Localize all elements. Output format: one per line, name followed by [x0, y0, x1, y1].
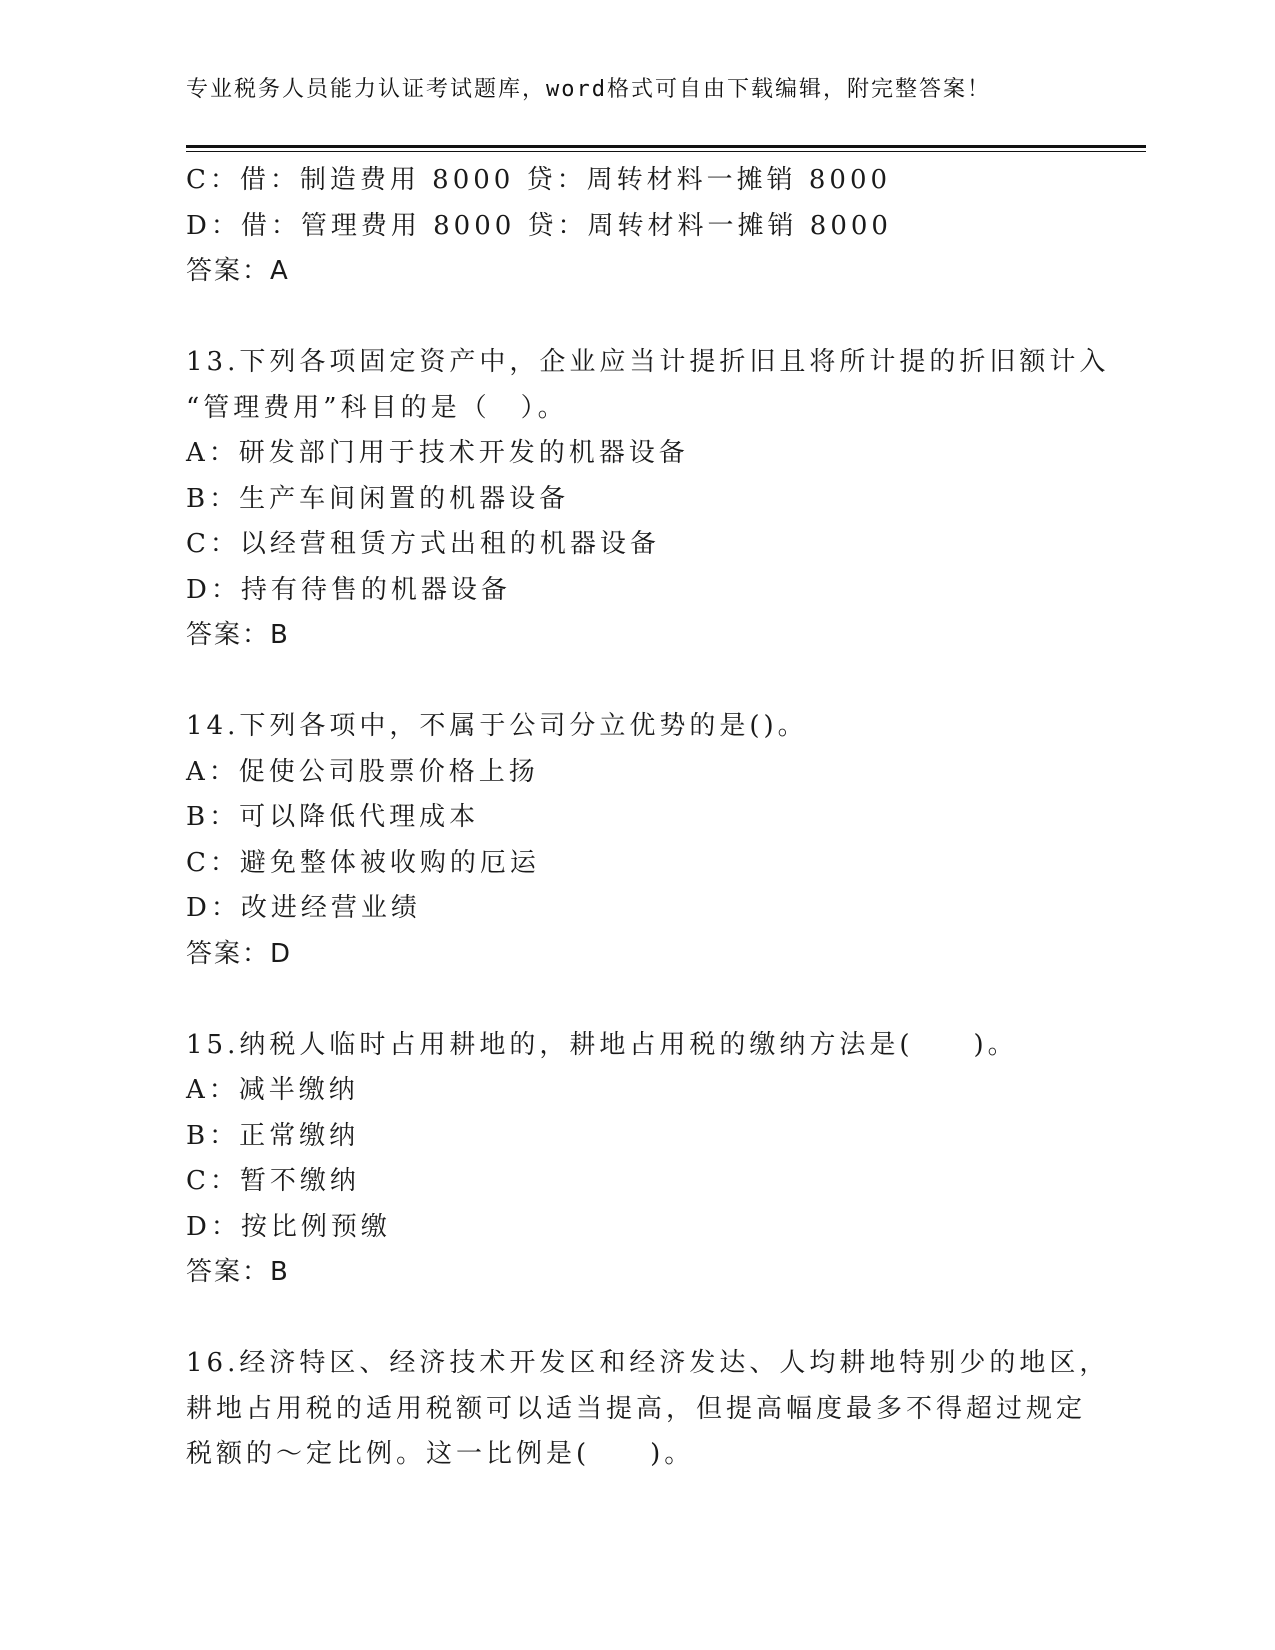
spacer	[186, 295, 1146, 341]
question-15-stem: 15.纳税人临时占用耕地的，耕地占用税的缴纳方法是( )。	[186, 1029, 1018, 1060]
spacer	[186, 977, 1146, 1023]
question-13-option-d: D：持有待售的机器设备	[186, 574, 511, 605]
question-13-stem-line-1: 13.下列各项固定资产中，企业应当计提折旧且将所计提的折旧额计入	[186, 347, 1110, 377]
option-c: C：借：制造费用 8000 贷：周转材料一摊销 8000	[186, 165, 892, 195]
question-14-option-b: B：可以降低代理成本	[186, 802, 480, 832]
spacer	[186, 1296, 1146, 1342]
page-header: 专业税务人员能力认证考试题库，word格式可自由下载编辑，附完整答案！	[186, 77, 991, 102]
question-13-stem-line-2: “管理费用”科目的是（ ）。	[186, 392, 568, 423]
question-14-option-c: C：避免整体被收购的厄运	[186, 847, 540, 878]
question-14-answer: 答案：D	[186, 938, 293, 969]
question-14-option-a: A：促使公司股票价格上扬	[186, 756, 539, 787]
question-13-option-c: C：以经营租赁方式出租的机器设备	[186, 529, 660, 559]
question-16-stem-line-2: 耕地占用税的适用税额可以适当提高，但提高幅度最多不得超过规定	[186, 1393, 1087, 1424]
question-13-option-b: B：生产车间闲置的机器设备	[186, 483, 570, 514]
question-14-stem: 14.下列各项中，不属于公司分立优势的是()。	[186, 711, 808, 741]
option-d: D：借：管理费用 8000 贷：周转材料一摊销 8000	[186, 210, 892, 241]
answer: 答案：A	[186, 256, 290, 286]
question-15-option-c: C：暂不缴纳	[186, 1166, 360, 1196]
question-content	[186, 158, 1146, 1478]
header-rule-thin	[186, 151, 1146, 152]
question-13-option-a: A：研发部门用于技术开发的机器设备	[186, 438, 689, 468]
spacer	[186, 659, 1146, 705]
question-15-answer: 答案：B	[186, 1257, 290, 1287]
question-15-option-d: D：按比例预缴	[186, 1211, 391, 1242]
header-rule-thick	[186, 145, 1146, 148]
question-16-stem-line-3: 税额的～定比例。这一比例是( )。	[186, 1439, 695, 1469]
question-14-option-d: D：改进经营业绩	[186, 893, 421, 923]
question-15-option-b: B：正常缴纳	[186, 1120, 360, 1151]
question-16-stem-line-1: 16.经济特区、经济技术开发区和经济发达、人均耕地特别少的地区，	[186, 1348, 1110, 1378]
question-15-option-a: A：减半缴纳	[186, 1075, 359, 1105]
question-13-answer: 答案：B	[186, 620, 290, 650]
